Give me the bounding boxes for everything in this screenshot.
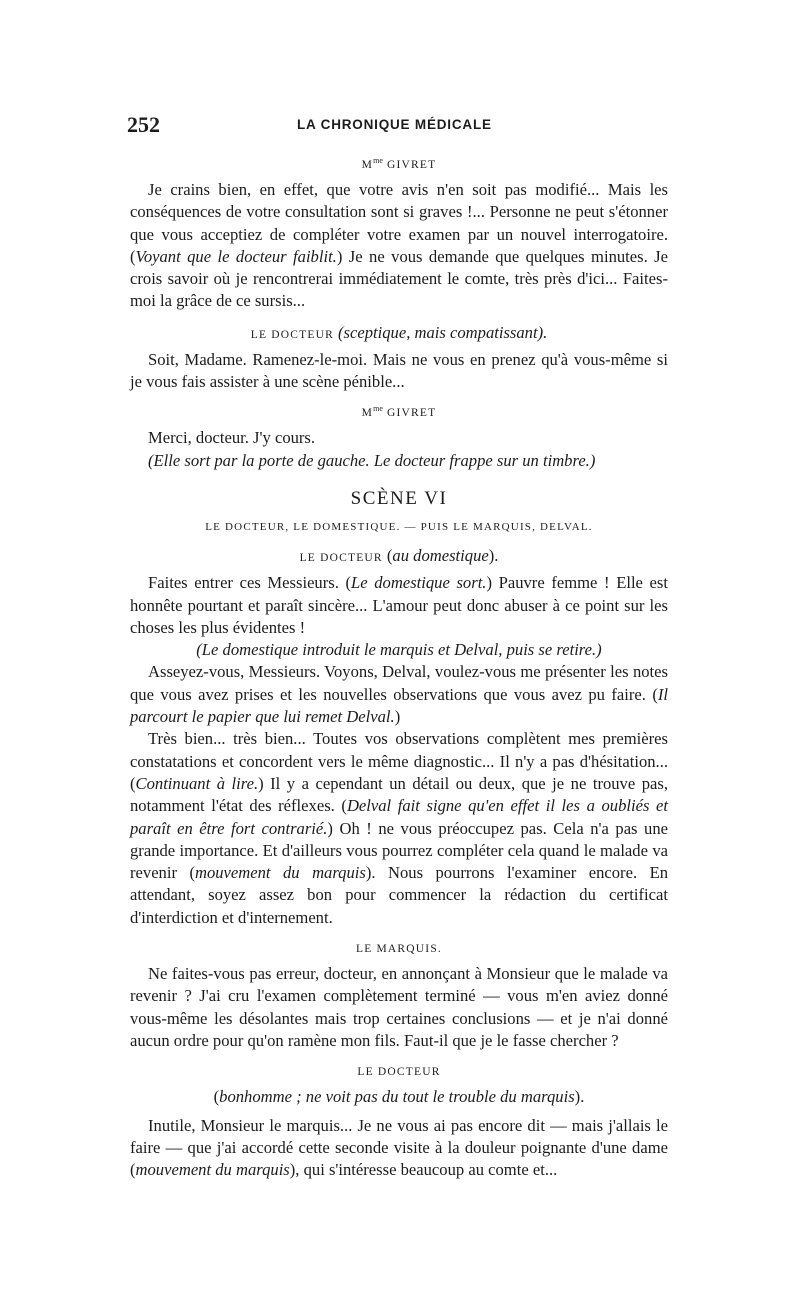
dialogue-paragraph: Faites entrer ces Messieurs. (Le domestique sort.) Pauvre femme ! Elle est honnête pourtant et paraît sincère... L'amour peut donc abuser à ce point sur les choses les plus évidentes !: [130, 573, 668, 637]
speaker-heading: $M^{me}$ GIVRET: [361, 156, 437, 171]
speaker-heading: LE MARQUIS.: [355, 943, 443, 956]
dialogue-paragraph: Inutile, Monsieur le marquis... Je ne vous ai pas encore dit — mais j'allais le faire — que j'ai accordé cette seconde visite à la douleur poignante d'une dame (mouvement du marquis), qui s'intéresse beaucoup au comte et...: [130, 1115, 668, 1180]
scene-characters: LE DOCTEUR, LE DOMESTIQUE. — PUIS LE MARQUIS, DELVAL.: [205, 520, 593, 533]
running-title: LA CHRONIQUE MÉDICALE: [297, 117, 492, 132]
page-body: [130, 145, 668, 1181]
dialogue-paragraph: Je crains bien, en effet, que votre avis n'en soit pas modifié... Mais les conséquences de votre consultation sont si graves !... Personne ne peut s'étonner que vous acceptiez de compléter votre examen par un nouvel interrogatoire. (Voyant que le docteur faiblit.) Je ne vous demande que quelques minutes. Je crois savoir où je rencontrerai immédiatement le comte, très près d'ici... Faites-moi la grâce de ce sursis...: [130, 180, 668, 311]
speaker-heading: $M^{me}$ GIVRET: [361, 404, 437, 420]
speaker-heading: LE DOCTEUR (au domestique).: [299, 546, 499, 566]
stage-direction: (Le domestique introduit le marquis et Delval, puis se retire.): [196, 640, 602, 660]
page-header: [127, 112, 667, 142]
dialogue-paragraph: Très bien... très bien... Toutes vos observations complètent mes premières constatations et concordent vers le même diagnostic... Il n'y a pas d'hésitation... (Continuant à lire.) Il y a cependant un détail ou deux, que je ne trouve pas, notamment l'état des réflexes. (Delval fait signe qu'en effet il les a oubliés et paraît en être fort contrarié.) Oh ! ne vous préoccupez pas. Cela n'a pas une grande importance. Et d'ailleurs vous pourrez compléter cela quand le malade va revenir (mouvement du marquis). Nous pourrons l'examiner encore. En attendant, soyez assez bon pour commencer la rédaction du certificat d'interdiction et d'internement.: [130, 729, 668, 927]
speaker-heading: LE DOCTEUR (sceptique, mais compatissant).: [250, 322, 548, 342]
dialogue-paragraph: Merci, docteur. J'y cours.: [148, 428, 316, 448]
page-number: 252: [127, 112, 160, 137]
dialogue-paragraph: Asseyez-vous, Messieurs. Voyons, Delval, voulez-vous me présenter les notes que vous avez prises et les nouvelles observations que vous avez pu faire. (Il parcourt le papier que lui remet Delval.): [130, 662, 668, 727]
speaker-heading: LE DOCTEUR: [357, 1066, 441, 1079]
stage-direction: (Elle sort par la porte de gauche. Le docteur frappe sur un timbre.): [148, 450, 596, 470]
dialogue-paragraph: Ne faites-vous pas erreur, docteur, en annonçant à Monsieur que le malade va revenir ? J'ai cru l'examen complètement terminé — vous m'en aviez donné vous-même les désolantes mais trop certaines conclusions — et je n'ai donné aucun ordre pour qu'on ramène mon fils. Faut-il que je le fasse chercher ?: [130, 964, 668, 1050]
stage-direction: (bonhomme ; ne voit pas du tout le trouble du marquis).: [213, 1087, 585, 1107]
dialogue-paragraph: Soit, Madame. Ramenez-le-moi. Mais ne vous en prenez qu'à vous-même si je vous fais assister à une scène pénible...: [130, 349, 668, 392]
scene-title: SCÈNE VI: [350, 487, 448, 509]
